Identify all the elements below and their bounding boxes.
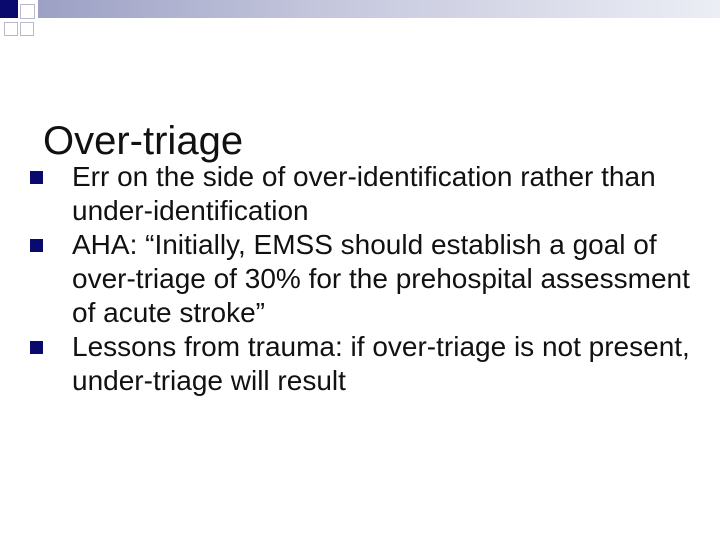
slide-title: Over-triage xyxy=(43,118,244,163)
corner-square-light xyxy=(20,4,35,19)
square-bullet-icon xyxy=(30,239,43,252)
bullet-item xyxy=(30,330,690,398)
header-gradient-bar xyxy=(38,0,720,18)
square-bullet-icon xyxy=(30,341,43,354)
bullet-text: Lessons from trauma: if over-triage is not present, under-triage will result xyxy=(72,331,690,396)
bullet-text: Err on the side of over-identification rather than under-identification xyxy=(72,161,656,226)
square-bullet-icon xyxy=(30,171,43,184)
corner-square-light xyxy=(4,22,18,36)
bullet-text: AHA: “Initially, EMSS should establish a goal of over-triage of 30% for the prehospital assessment of acute stroke” xyxy=(72,229,690,328)
corner-square-light xyxy=(20,22,34,36)
corner-square-dark xyxy=(0,0,18,18)
bullet-list xyxy=(30,160,690,398)
bullet-item xyxy=(30,228,690,330)
bullet-item xyxy=(30,160,690,228)
